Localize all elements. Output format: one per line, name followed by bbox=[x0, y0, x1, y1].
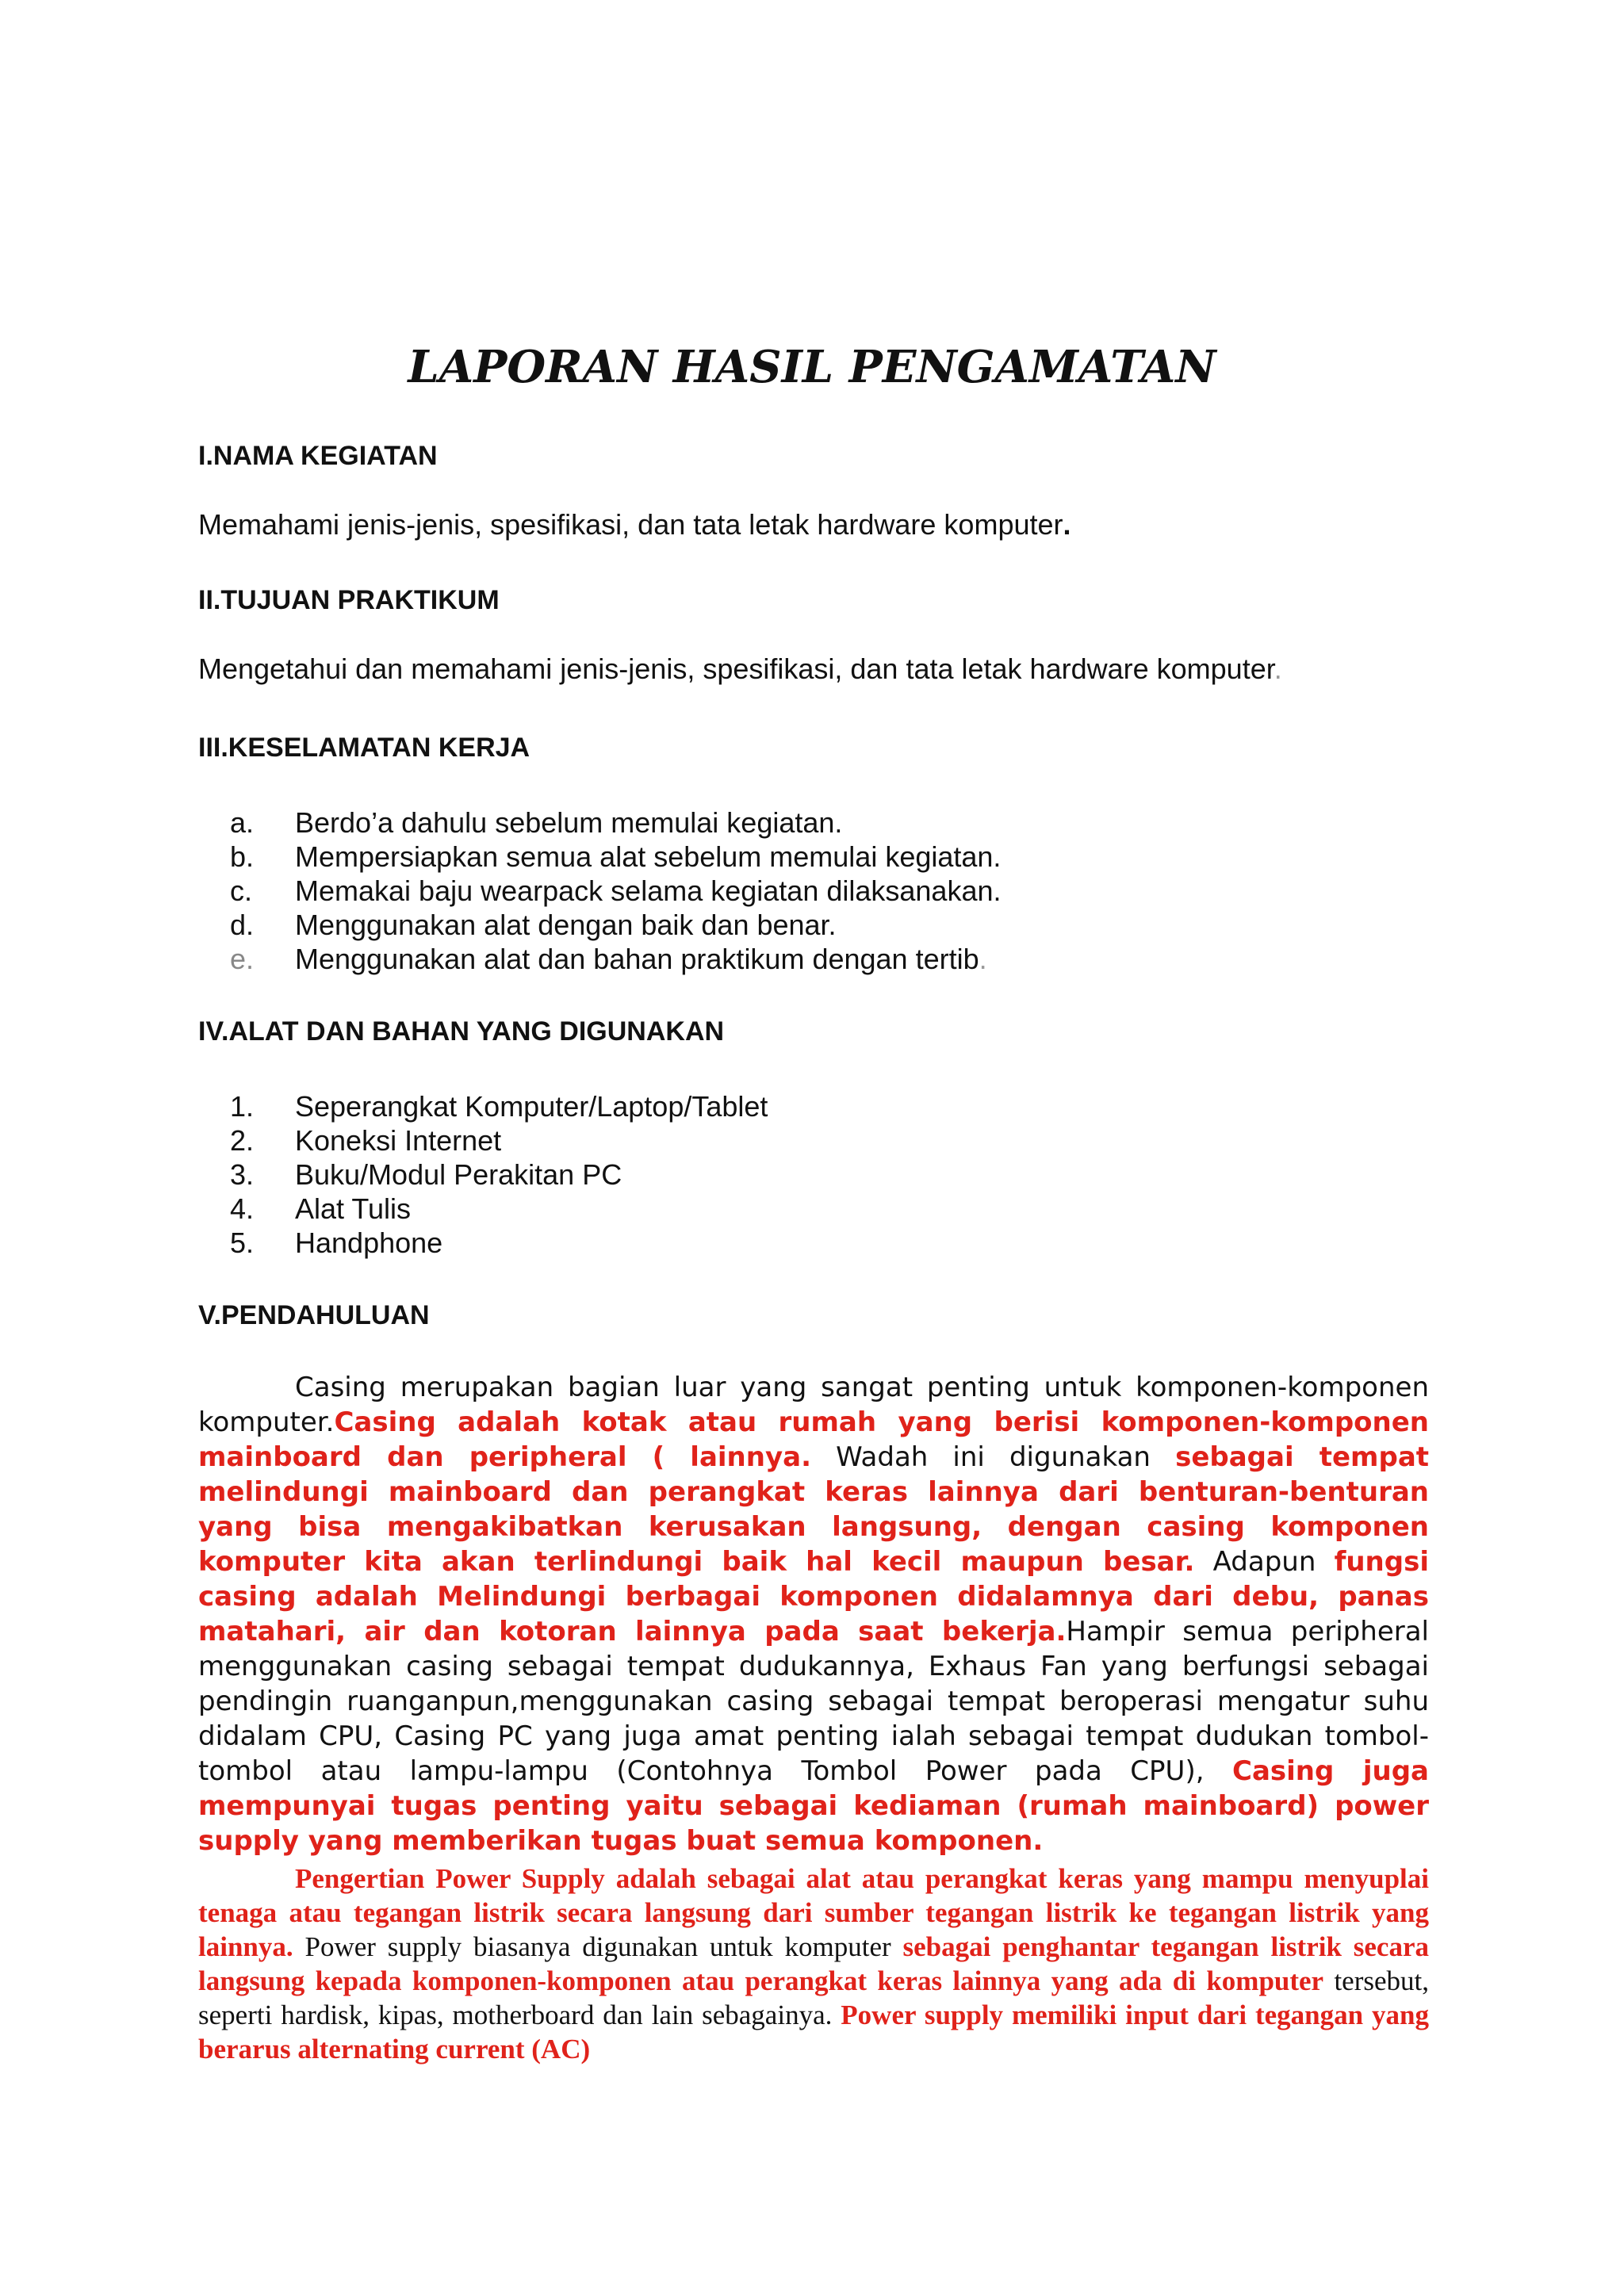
list-item: 4. Alat Tulis bbox=[230, 1192, 412, 1225]
list-item: 1. Seperangkat Komputer/Laptop/Tablet bbox=[230, 1090, 768, 1123]
section-alat-bahan bbox=[198, 1016, 1435, 1047]
list-item: d. Menggunakan alat dengan baik dan benar. bbox=[230, 909, 837, 941]
section-heading: I.NAMA KEGIATAN bbox=[198, 441, 438, 471]
safety-list bbox=[230, 806, 1419, 976]
section-pendahuluan bbox=[198, 1300, 1435, 1331]
document-title: LAPORAN HASIL PENGAMATAN bbox=[408, 341, 1216, 393]
list-item: b. Mempersiapkan semua alat sebelum memulai kegiatan. bbox=[230, 840, 1002, 873]
section-tujuan-praktikum bbox=[198, 585, 1435, 686]
paragraph-power-supply: Pengertian Power Supply adalah sebagai alat atau perangkat keras yang mampu menyuplai tenaga atau tegangan listrik secara langsung dari sumber tegangan listrik ke tegangan listrik yang lainnya. Power supply biasanya digunakan untuk komputer sebagai penghantar tegangan listrik secara langsung kepada komponen-komponen atau perangkat keras lainnya yang ada di komputer tersebut, seperti hardisk, kipas, motherboard dan lain sebagainya. Power supply memiliki input dari tegangan yang berarus alternating current (AC) bbox=[198, 1863, 1430, 2064]
list-item: c. Memakai baju wearpack selama kegiatan dilaksanakan. bbox=[230, 874, 1002, 907]
section-nama-kegiatan bbox=[198, 441, 1435, 541]
list-item: a. Berdo’a dahulu sebelum memulai kegiatan. bbox=[230, 806, 843, 839]
section-heading: IV.ALAT DAN BAHAN YANG DIGUNAKAN bbox=[198, 1016, 725, 1047]
section-keselamatan-kerja bbox=[198, 733, 1435, 763]
tools-list bbox=[230, 1089, 1419, 1260]
section-heading: II.TUJUAN PRAKTIKUM bbox=[198, 585, 500, 615]
paragraph-casing: Casing merupakan bagian luar yang sangat penting untuk komponen-komponen komputer.Casing adalah kotak atau rumah yang berisi komponen-komponen mainboard dan peripheral ( lainnya. Wadah ini digunakan sebagai tempat melindungi mainboard dan perangkat keras lainnya dari benturan-benturan yang bisa mengakibatkan kerusakan langsung, dengan casing komponen komputer kita akan terlindungi baik hal kecil maupun besar. Adapun fungsi casing adalah Melindungi berbagai komponen didalamnya dari debu, panas matahari, air dan kotoran lainnya pada saat bekerja.Hampir semua peripheral menggunakan casing sebagai tempat dudukannya, Exhaus Fan yang berfungsi sebagai pendingin ruanganpun,menggunakan casing sebagai tempat beroperasi mengatur suhu didalam CPU, Casing PC yang juga amat penting ialah sebagai tempat dudukan tombol-tombol atau lampu-lampu (Contohnya Tombol Power pada CPU), Casing juga mempunyai tugas penting yaitu sebagai kediaman (rumah mainboard) power supply yang memberikan tugas buat semua komponen. bbox=[198, 1372, 1430, 1857]
list-item: 2. Koneksi Internet bbox=[230, 1124, 502, 1157]
section-heading: V.PENDAHULUAN bbox=[198, 1300, 430, 1330]
section-text: Mengetahui dan memahami jenis-jenis, spesifikasi, dan tata letak hardware komputer. bbox=[198, 652, 1282, 685]
list-item: e. Menggunakan alat dan bahan praktikum dengan tertib . bbox=[230, 943, 987, 975]
section-heading: III.KESELAMATAN KERJA bbox=[198, 733, 530, 763]
list-item: 5. Handphone bbox=[230, 1226, 443, 1259]
list-item: 3. Buku/Modul Perakitan PC bbox=[230, 1158, 622, 1191]
section-text: Memahami jenis-jenis, spesifikasi, dan tata letak hardware komputer. bbox=[198, 508, 1071, 541]
